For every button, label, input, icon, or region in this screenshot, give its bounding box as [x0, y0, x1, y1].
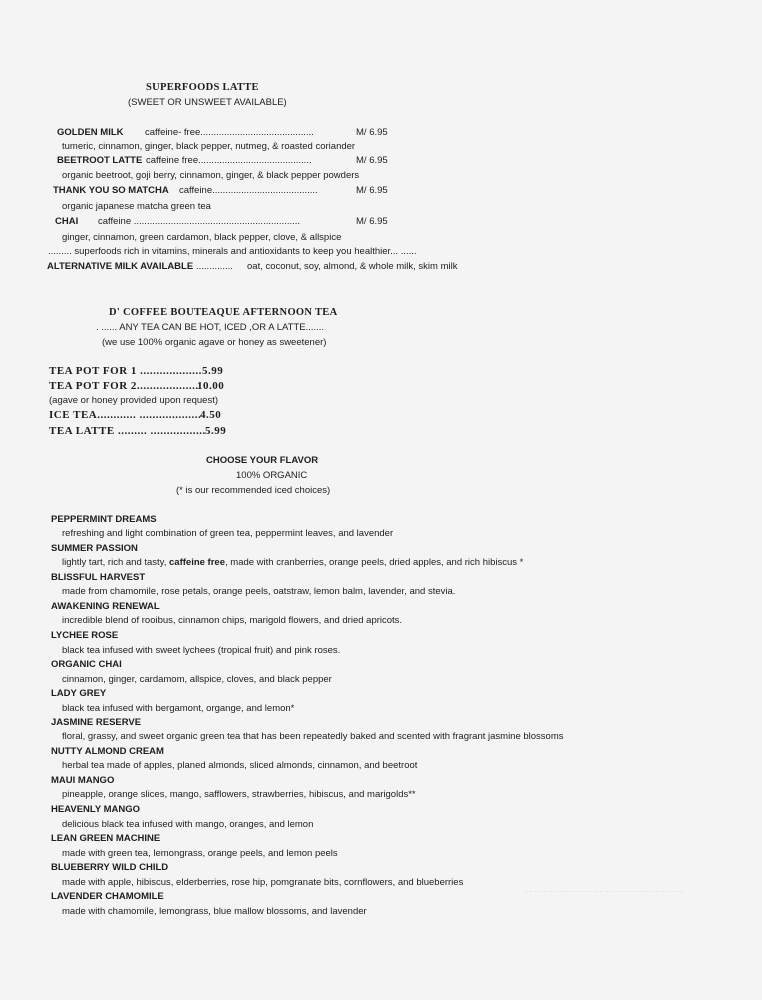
item-name: GOLDEN MILK	[57, 127, 124, 138]
item-tag: caffeine- free...........................................	[145, 127, 314, 138]
flavor-name: JASMINE RESERVE	[51, 717, 142, 728]
item-tag: caffeine free...........................................	[146, 155, 312, 166]
flavor-name: LEAN GREEN MACHINE	[51, 833, 161, 844]
agave-note: (agave or honey provided upon request)	[49, 395, 219, 406]
flavor-desc: black tea infused with bergamont, organge, and lemon*	[62, 703, 295, 714]
flavor-name: LAVENDER CHAMOMILE	[51, 891, 164, 902]
flavor-name: BLISSFUL HARVEST	[51, 572, 146, 583]
flavor-desc: pineapple, orange slices, mango, safflowers, strawberries, hibiscus, and marigolds**	[62, 789, 416, 800]
item-tag: caffeine........................................	[179, 185, 318, 196]
flavor-name: PEPPERMINT DREAMS	[51, 514, 157, 525]
alt-milk-options: oat, coconut, soy, almond, & whole milk, skim milk	[247, 261, 458, 272]
item-desc: tumeric, cinnamon, ginger, black pepper, nutmeg, & roasted coriander	[62, 141, 356, 152]
price-label: TEA LATTE ......... .................	[49, 425, 206, 437]
item-price: M/ 6.95	[356, 155, 388, 166]
flavor-desc: herbal tea made of apples, planed almonds, sliced almonds, cinnamon, and beetroot	[62, 760, 418, 771]
flavor-desc: delicious black tea infused with mango, oranges, and lemon	[62, 819, 314, 830]
superfoods-note: ......... superfoods rich in vitamins, minerals and antioxidants to keep you healthier... ......	[48, 246, 417, 257]
afternoon-tea-line1: . ...... ANY TEA CAN BE HOT, ICED ,OR A LATTE.......	[96, 322, 325, 333]
item-price: M/ 6.95	[356, 185, 388, 196]
flavor-desc: made with apple, hibiscus, elderberries, rose hip, pomgranate bits, cornflowers, and blueberries	[62, 877, 464, 888]
flavor-name: LADY GREY	[51, 688, 107, 699]
flavor-name: SUMMER PASSION	[51, 543, 138, 554]
flavor-desc: black tea infused with sweet lychees (tropical fruit) and pink roses.	[62, 645, 341, 656]
flavor-desc: made with green tea, lemongrass, orange peels, and lemon peels	[62, 848, 338, 859]
superfoods-title: SUPERFOODS LATTE	[146, 82, 259, 93]
price-value: 4.50	[200, 409, 222, 421]
flavor-desc: cinnamon, ginger, cardamom, allspice, cloves, and black pepper	[62, 674, 332, 685]
price-value: 5.99	[205, 425, 227, 437]
alt-milk-dots: ..............	[196, 261, 233, 272]
flavor-desc: floral, grassy, and sweet organic green tea that has been repeatedly baked and scented with fragrant jasmine blossoms	[62, 731, 564, 742]
flavors-note: (* is our recommended iced choices)	[176, 485, 331, 496]
flavor-name: NUTTY ALMOND CREAM	[51, 746, 164, 757]
item-desc: organic japanese matcha green tea	[62, 201, 211, 212]
flavor-desc: made from chamomile, rose petals, orange peels, oatstraw, lemon balm, lavender, and stevia.	[62, 586, 456, 597]
item-name: CHAI	[55, 216, 79, 227]
superfoods-subtitle: (SWEET OR UNSWEET AVAILABLE)	[128, 97, 287, 108]
price-value: 10.00	[197, 380, 225, 392]
flavor-name: HEAVENLY MANGO	[51, 804, 141, 815]
flavor-name: AWAKENING RENEWAL	[51, 601, 160, 612]
flavor-desc: made with chamomile, lemongrass, blue mallow blossoms, and lavender	[62, 906, 367, 917]
item-desc: ginger, cinnamon, green cardamon, black pepper, clove, & allspice	[62, 232, 342, 243]
price-label: ICE TEA............ ...................	[49, 409, 202, 421]
flavors-title: CHOOSE YOUR FLAVOR	[206, 455, 319, 466]
price-value: 5.99	[202, 365, 224, 377]
flavor-desc: lightly tart, rich and tasty, caffeine free, made with cranberries, orange peels, dried apples, and rich hibiscus *	[62, 557, 524, 568]
flavor-name: MAUI MANGO	[51, 775, 115, 786]
item-price: M/ 6.95	[356, 216, 388, 227]
flavor-desc: incredible blend of rooibus, cinnamon chips, marigold flowers, and dried apricots.	[62, 615, 403, 626]
item-tag: caffeine ...............................................................	[98, 216, 301, 227]
flavor-name: BLUEBERRY WILD CHILD	[51, 862, 169, 873]
faint-watermark-box	[524, 891, 684, 944]
item-name: THANK YOU SO MATCHA	[53, 185, 169, 196]
afternoon-tea-line2: (we use 100% organic agave or honey as sweetener)	[102, 337, 327, 348]
item-name: BEETROOT LATTE	[57, 155, 143, 166]
item-price: M/ 6.95	[356, 127, 388, 138]
flavor-name: LYCHEE ROSE	[51, 630, 119, 641]
price-label: TEA POT FOR 1 ...................	[49, 365, 202, 377]
flavor-name: ORGANIC CHAI	[51, 659, 122, 670]
item-desc: organic beetroot, goji berry, cinnamon, ginger, & black pepper powders	[62, 170, 360, 181]
alt-milk-label: ALTERNATIVE MILK AVAILABLE	[47, 261, 194, 272]
flavor-desc: refreshing and light combination of green tea, peppermint leaves, and lavender	[62, 528, 394, 539]
price-label: TEA POT FOR 2...................	[49, 380, 199, 392]
afternoon-tea-title: D' COFFEE BOUTEAQUE AFTERNOON TEA	[109, 307, 338, 318]
flavors-organic: 100% ORGANIC	[236, 470, 308, 481]
